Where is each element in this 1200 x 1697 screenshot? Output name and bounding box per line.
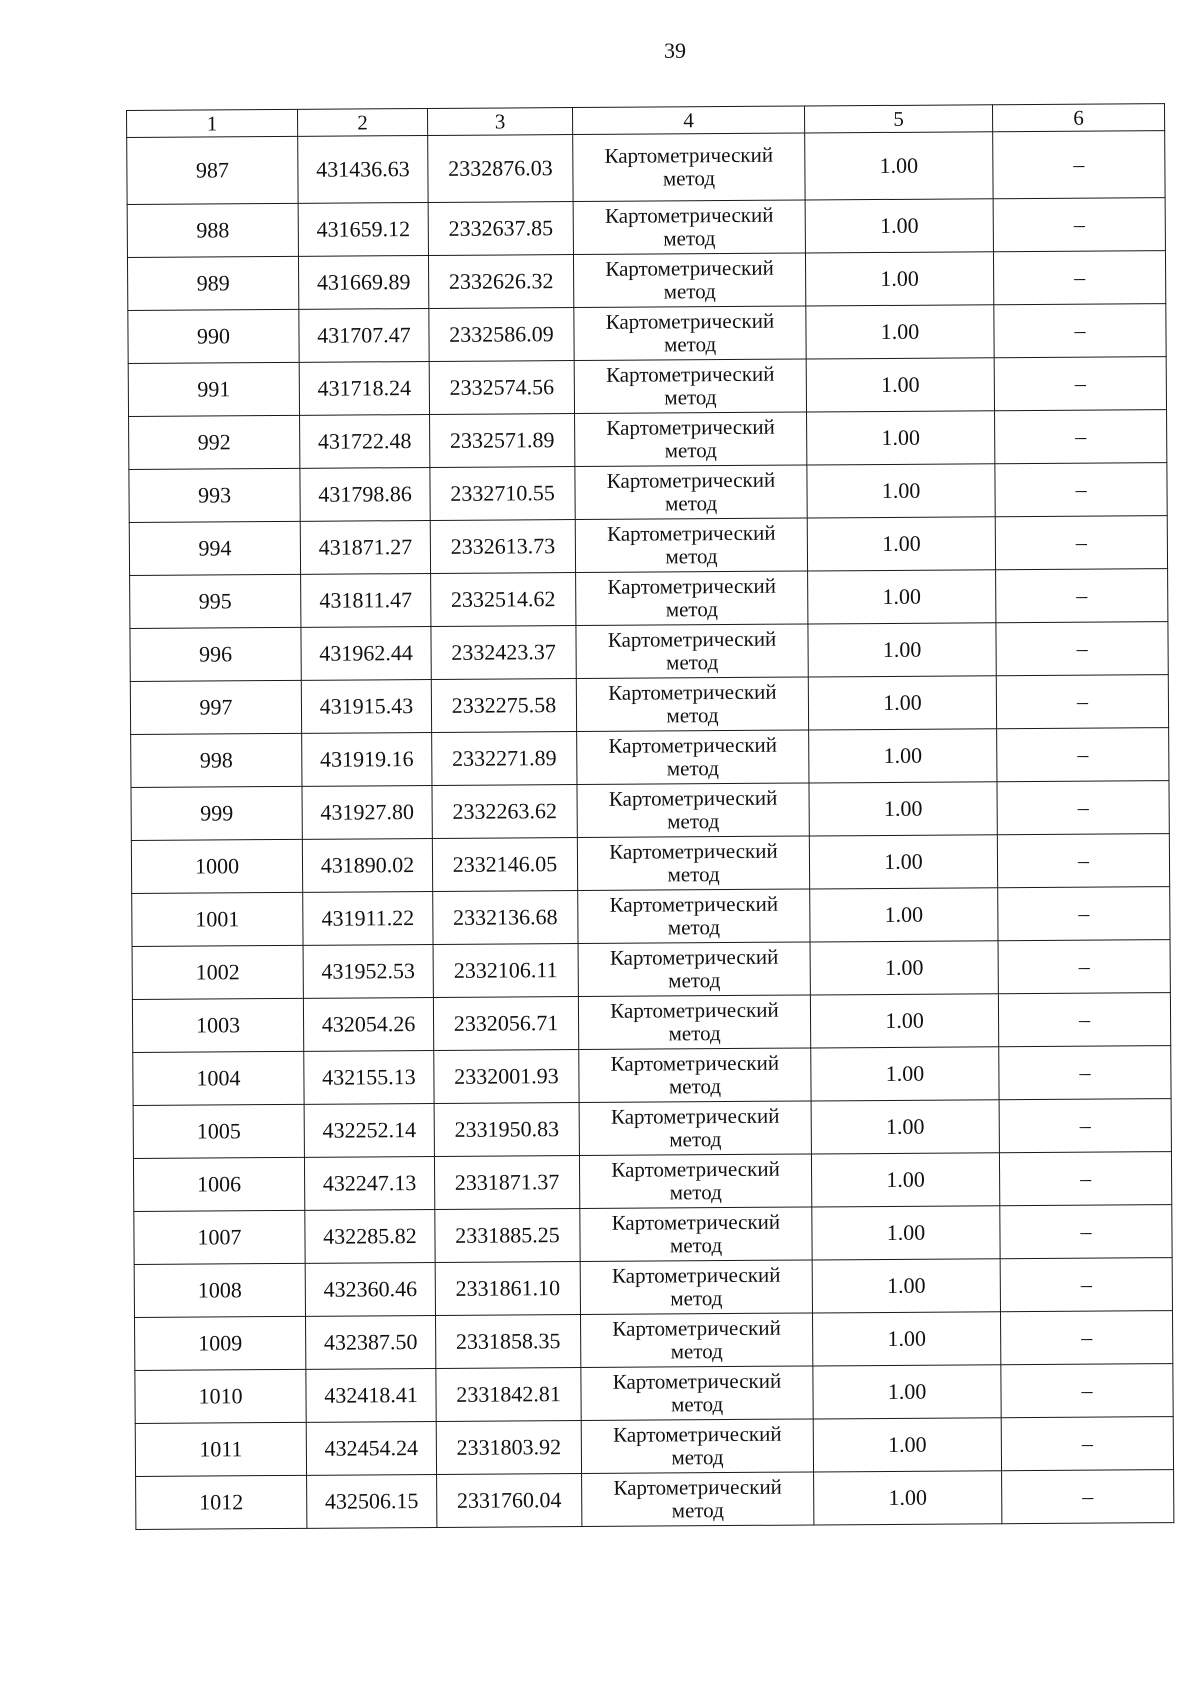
column-header-5: 5 (804, 105, 992, 133)
accuracy-cell: 1.00 (812, 1312, 1000, 1366)
note-cell: – (998, 887, 1170, 941)
point-number-cell: 991 (128, 362, 299, 416)
accuracy-cell: 1.00 (805, 252, 993, 306)
method-line-1: Картометрический (604, 142, 774, 168)
note-cell: – (1002, 1470, 1174, 1524)
note-cell: – (997, 728, 1169, 782)
point-number-cell: 999 (131, 786, 302, 840)
point-number-cell: 1000 (131, 839, 302, 893)
method-cell (574, 359, 806, 414)
method-cell (576, 571, 808, 626)
note-cell: – (1001, 1364, 1173, 1418)
method-cell (580, 1313, 812, 1368)
accuracy-cell: 1.00 (809, 782, 997, 836)
point-number-cell: 989 (127, 256, 298, 310)
method-line-1: Картометрический (610, 1050, 780, 1076)
method-line-2: метод (670, 1286, 723, 1311)
method-cell (579, 1048, 811, 1103)
table-row (129, 410, 1167, 470)
note-cell: – (996, 622, 1168, 676)
x-coordinate-cell: 432155.13 (304, 1050, 434, 1104)
table-body (127, 131, 1174, 1530)
y-coordinate-cell: 2332876.03 (428, 135, 573, 203)
note-cell: – (994, 357, 1166, 411)
method-line-2: метод (671, 1498, 724, 1523)
point-number-cell: 1001 (132, 892, 303, 946)
method-line-1: Картометрический (609, 838, 778, 864)
accuracy-cell: 1.00 (813, 1418, 1001, 1472)
table-row (135, 1417, 1173, 1477)
coordinates-table-wrapper (126, 103, 1173, 1530)
column-header-1: 1 (127, 109, 298, 137)
table-row (130, 622, 1168, 682)
x-coordinate-cell: 431911.22 (303, 891, 433, 945)
method-line-2: метод (670, 1339, 723, 1364)
note-cell: – (998, 940, 1170, 994)
table-row (127, 131, 1165, 205)
method-line-2: метод (663, 279, 716, 304)
method-cell (580, 1207, 812, 1262)
accuracy-cell: 1.00 (806, 358, 994, 412)
note-cell: – (996, 675, 1168, 729)
x-coordinate-cell: 432387.50 (306, 1315, 436, 1369)
y-coordinate-cell: 2332514.62 (431, 573, 576, 627)
y-coordinate-cell: 2332275.58 (431, 679, 576, 733)
table-row (131, 781, 1169, 841)
column-header-3: 3 (427, 108, 572, 136)
method-cell (578, 889, 810, 944)
y-coordinate-cell: 2331803.92 (436, 1421, 581, 1475)
method-cell (582, 1472, 814, 1527)
accuracy-cell: 1.00 (810, 941, 998, 995)
y-coordinate-cell: 2331885.25 (435, 1209, 580, 1263)
y-coordinate-cell: 2332613.73 (430, 520, 575, 574)
accuracy-cell: 1.00 (808, 570, 996, 624)
note-cell: – (993, 198, 1165, 252)
method-line-1: Картометрический (606, 467, 776, 493)
x-coordinate-cell: 431871.27 (300, 520, 430, 574)
x-coordinate-cell: 431952.53 (303, 944, 433, 998)
table-row (129, 463, 1167, 523)
point-number-cell: 990 (128, 309, 299, 363)
table-row (128, 357, 1166, 417)
y-coordinate-cell: 2332423.37 (431, 626, 576, 680)
method-cell (575, 465, 807, 520)
method-line-2: метод (664, 491, 718, 516)
method-line-1: Картометрический (605, 361, 775, 387)
accuracy-cell: 1.00 (811, 1100, 999, 1154)
page-number: 39 (664, 38, 686, 63)
method-cell (577, 836, 809, 891)
method-line-2: метод (669, 1180, 722, 1205)
y-coordinate-cell: 2332574.56 (429, 361, 574, 415)
method-line-2: метод (666, 650, 719, 675)
method-cell (576, 624, 808, 679)
method-line-1: Картометрический (607, 626, 777, 652)
method-line-1: Картометрический (607, 573, 776, 599)
method-line-2: метод (667, 862, 720, 887)
point-number-cell: 987 (127, 136, 298, 204)
y-coordinate-cell: 2332056.71 (433, 997, 578, 1051)
method-line-2: метод (662, 166, 716, 191)
accuracy-cell: 1.00 (813, 1365, 1001, 1419)
x-coordinate-cell: 432418.41 (306, 1368, 436, 1422)
method-line-1: Картометрический (611, 1262, 781, 1288)
note-cell: – (999, 1152, 1171, 1206)
method-line-1: Картометрический (609, 891, 779, 917)
method-cell (579, 1101, 811, 1156)
point-number-cell: 1010 (135, 1369, 306, 1423)
y-coordinate-cell: 2332710.55 (430, 467, 575, 521)
method-line-2: метод (668, 1021, 721, 1046)
x-coordinate-cell: 431707.47 (299, 308, 429, 362)
point-number-cell: 1005 (133, 1104, 304, 1158)
accuracy-cell: 1.00 (808, 676, 996, 730)
column-header-4: 4 (572, 106, 804, 135)
table-row (135, 1311, 1173, 1371)
point-number-cell: 1008 (134, 1263, 305, 1317)
note-cell: – (996, 569, 1168, 623)
accuracy-cell: 1.00 (809, 729, 997, 783)
method-line-1: Картометрический (609, 944, 779, 970)
x-coordinate-cell: 431962.44 (301, 626, 431, 680)
method-line-1: Картометрический (611, 1156, 780, 1182)
point-number-cell: 1002 (132, 945, 303, 999)
method-line-2: метод (668, 968, 721, 993)
accuracy-cell: 1.00 (807, 517, 995, 571)
note-cell: – (993, 131, 1165, 199)
x-coordinate-cell: 431915.43 (301, 679, 431, 733)
method-line-2: метод (663, 226, 716, 251)
point-number-cell: 995 (130, 574, 301, 628)
note-cell: – (997, 781, 1169, 835)
y-coordinate-cell: 2332626.32 (428, 255, 573, 309)
point-number-cell: 1003 (132, 998, 303, 1052)
method-cell (581, 1366, 813, 1421)
coordinates-table (126, 103, 1174, 1530)
note-cell: – (995, 463, 1167, 517)
table-row (131, 728, 1169, 788)
method-line-2: метод (664, 438, 717, 463)
point-number-cell: 1006 (133, 1157, 304, 1211)
table-row (130, 569, 1168, 629)
table-row (134, 1205, 1172, 1265)
note-cell: – (993, 251, 1165, 305)
point-number-cell: 988 (127, 203, 298, 257)
table-row (133, 1152, 1171, 1212)
accuracy-cell: 1.00 (814, 1471, 1002, 1525)
point-number-cell: 1011 (135, 1422, 306, 1476)
x-coordinate-cell: 431436.63 (298, 135, 428, 203)
point-number-cell: 998 (131, 733, 302, 787)
accuracy-cell: 1.00 (805, 199, 993, 253)
y-coordinate-cell: 2332586.09 (429, 308, 574, 362)
method-line-2: метод (671, 1445, 724, 1470)
note-cell: – (997, 834, 1169, 888)
method-cell (574, 306, 806, 361)
table-row (127, 251, 1165, 311)
y-coordinate-cell: 2332637.85 (428, 202, 573, 256)
point-number-cell: 1012 (136, 1475, 307, 1529)
method-line-2: метод (663, 332, 717, 357)
table-row (136, 1470, 1174, 1530)
table-row (129, 516, 1167, 576)
accuracy-cell: 1.00 (807, 464, 995, 518)
method-line-1: Картометрический (606, 414, 775, 440)
x-coordinate-cell: 431798.86 (300, 467, 430, 521)
point-number-cell: 1009 (135, 1316, 306, 1370)
method-line-1: Картометрический (605, 308, 775, 334)
method-line-2: метод (664, 385, 717, 410)
x-coordinate-cell: 431722.48 (300, 414, 430, 468)
accuracy-cell: 1.00 (812, 1206, 1000, 1260)
method-cell (573, 200, 805, 255)
method-cell (573, 253, 805, 308)
table-row (130, 675, 1168, 735)
y-coordinate-cell: 2332271.89 (432, 732, 577, 786)
y-coordinate-cell: 2331858.35 (436, 1315, 581, 1369)
y-coordinate-cell: 2331760.04 (437, 1474, 582, 1528)
note-cell: – (994, 304, 1166, 358)
accuracy-cell: 1.00 (811, 1153, 999, 1207)
table-row (135, 1364, 1173, 1424)
method-line-1: Картометрический (604, 202, 774, 228)
note-cell: – (1000, 1205, 1172, 1259)
method-line-1: Картометрический (611, 1209, 781, 1235)
x-coordinate-cell: 431669.89 (298, 255, 428, 309)
table-row (127, 198, 1165, 258)
y-coordinate-cell: 2332146.05 (432, 838, 577, 892)
table-row (132, 940, 1170, 1000)
x-coordinate-cell: 432360.46 (305, 1262, 435, 1316)
method-cell (578, 995, 810, 1050)
method-line-2: метод (665, 544, 718, 569)
note-cell: – (1001, 1417, 1173, 1471)
x-coordinate-cell: 431718.24 (299, 361, 429, 415)
point-number-cell: 1007 (134, 1210, 305, 1264)
method-line-2: метод (665, 597, 718, 622)
table-row (132, 887, 1170, 947)
method-line-1: Картометрический (613, 1474, 782, 1500)
table-row (133, 1046, 1171, 1106)
method-cell (581, 1419, 813, 1474)
method-cell (576, 677, 808, 732)
method-line-1: Картометрический (612, 1368, 782, 1394)
y-coordinate-cell: 2332263.62 (432, 785, 577, 839)
x-coordinate-cell: 432252.14 (304, 1103, 434, 1157)
point-number-cell: 997 (130, 680, 301, 734)
method-line-2: метод (668, 1074, 722, 1099)
method-cell (579, 1154, 811, 1209)
note-cell: – (995, 516, 1167, 570)
point-number-cell: 994 (129, 521, 300, 575)
method-cell (578, 942, 810, 997)
table-row (128, 304, 1166, 364)
method-line-1: Картометрический (605, 255, 774, 281)
x-coordinate-cell: 432285.82 (305, 1209, 435, 1263)
x-coordinate-cell: 432054.26 (303, 997, 433, 1051)
accuracy-cell: 1.00 (806, 305, 994, 359)
note-cell: – (998, 993, 1170, 1047)
method-line-2: метод (667, 809, 720, 834)
method-cell (575, 518, 807, 573)
method-line-1: Картометрический (612, 1315, 781, 1341)
method-line-1: Картометрический (610, 1103, 780, 1129)
method-line-2: метод (666, 703, 719, 728)
x-coordinate-cell: 432454.24 (306, 1421, 436, 1475)
method-line-1: Картометрический (612, 1421, 782, 1447)
table-row (131, 834, 1169, 894)
y-coordinate-cell: 2332571.89 (430, 414, 575, 468)
method-line-2: метод (670, 1392, 724, 1417)
y-coordinate-cell: 2331871.37 (434, 1156, 579, 1210)
method-cell (573, 133, 805, 202)
y-coordinate-cell: 2332001.93 (434, 1050, 579, 1104)
accuracy-cell: 1.00 (810, 994, 998, 1048)
accuracy-cell: 1.00 (809, 835, 997, 889)
x-coordinate-cell: 431890.02 (302, 838, 432, 892)
y-coordinate-cell: 2331861.10 (435, 1262, 580, 1316)
accuracy-cell: 1.00 (811, 1047, 999, 1101)
point-number-cell: 992 (129, 415, 300, 469)
accuracy-cell: 1.00 (807, 411, 995, 465)
note-cell: – (999, 1099, 1171, 1153)
y-coordinate-cell: 2332136.68 (433, 891, 578, 945)
table-row (133, 1099, 1171, 1159)
x-coordinate-cell: 431927.80 (302, 785, 432, 839)
note-cell: – (995, 410, 1167, 464)
method-line-1: Картометрический (607, 520, 776, 546)
method-line-2: метод (667, 915, 721, 940)
method-line-1: Картометрический (608, 785, 778, 811)
column-header-6: 6 (992, 104, 1164, 132)
note-cell: – (1000, 1258, 1172, 1312)
table-row (132, 993, 1170, 1053)
x-coordinate-cell: 431919.16 (302, 732, 432, 786)
method-cell (580, 1260, 812, 1315)
method-cell (577, 730, 809, 785)
method-line-1: Картометрический (608, 679, 777, 705)
point-number-cell: 1004 (133, 1051, 304, 1105)
y-coordinate-cell: 2332106.11 (433, 944, 578, 998)
column-header-2: 2 (297, 109, 427, 137)
point-number-cell: 996 (130, 627, 301, 681)
accuracy-cell: 1.00 (812, 1259, 1000, 1313)
method-line-1: Картометрический (610, 997, 779, 1023)
method-line-1: Картометрический (608, 732, 778, 758)
y-coordinate-cell: 2331950.83 (434, 1103, 579, 1157)
method-line-2: метод (666, 756, 720, 781)
note-cell: – (1000, 1311, 1172, 1365)
method-line-2: метод (669, 1233, 723, 1258)
y-coordinate-cell: 2331842.81 (436, 1368, 581, 1422)
method-cell (575, 412, 807, 467)
x-coordinate-cell: 432247.13 (304, 1156, 434, 1210)
accuracy-cell: 1.00 (805, 132, 993, 200)
x-coordinate-cell: 431811.47 (301, 573, 431, 627)
point-number-cell: 993 (129, 468, 300, 522)
accuracy-cell: 1.00 (808, 623, 996, 677)
accuracy-cell: 1.00 (810, 888, 998, 942)
note-cell: – (999, 1046, 1171, 1100)
method-line-2: метод (669, 1127, 722, 1152)
x-coordinate-cell: 431659.12 (298, 202, 428, 256)
method-cell (577, 783, 809, 838)
table-row (134, 1258, 1172, 1318)
x-coordinate-cell: 432506.15 (307, 1474, 437, 1528)
